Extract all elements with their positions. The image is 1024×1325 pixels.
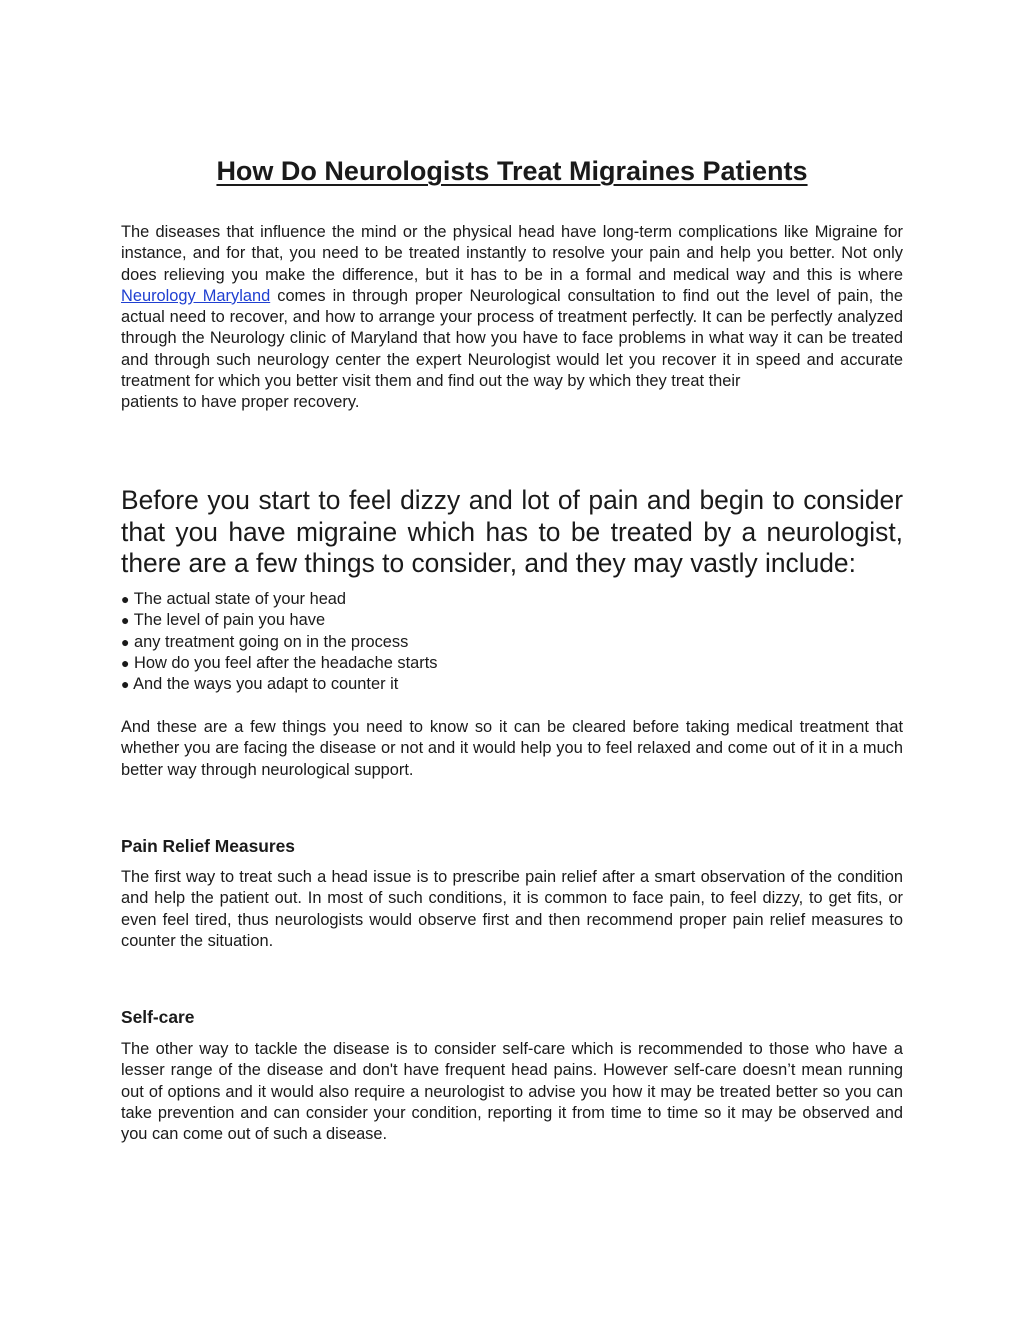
list-item — [121, 589, 437, 610]
bullet-icon: ● — [121, 612, 130, 629]
list-item — [121, 610, 437, 631]
pain-relief-heading: Pain Relief Measures — [121, 836, 295, 856]
lead-paragraph: Before you start to feel dizzy and lot of pain and begin to consider that you have migraine which has to be treated by a neurologist, there are a few things to consider, and they may vastly include: — [121, 485, 903, 578]
list-item — [121, 674, 437, 695]
pain-relief-paragraph: The first way to treat such a head issue is to prescribe pain relief after a smart observation of the condition and help the patient out. In most of such conditions, it is common to face pain, to feel dizzy, to get fits, or even feel tired, thus neurologists would observe first and then recommend proper pain relief measures to counter the situation. — [121, 868, 903, 950]
bullet-icon: ● — [121, 676, 130, 693]
intro-paragraph — [121, 222, 903, 414]
list-item-text: The actual state of your head — [133, 590, 347, 608]
list-item — [121, 653, 437, 674]
list-item — [121, 632, 437, 653]
self-care-paragraph: The other way to tackle the disease is to consider self-care which is recommended to those who have a lesser range of the disease and don't have frequent head pains. However self-care doesn’t mean running out of options and it would also require a neurologist to advise you how it may be treated better so you can take prevention and can consider your condition, reporting it from time to time so it may be observed and you can come out of such a disease. — [121, 1040, 903, 1144]
bullet-icon: ● — [121, 654, 130, 671]
self-care-heading: Self-care — [121, 1007, 195, 1027]
neurology-maryland-link[interactable]: Neurology Maryland — [121, 286, 271, 305]
after-list-paragraph: And these are a few things you need to know so it can be cleared before taking medical treatment that whether you are facing the disease or not and it would help you to feel relaxed and come out of it in a much better way through neurological support. — [121, 718, 903, 779]
intro-text-before-link: The diseases that influence the mind or the physical head have long-term complications like Migraine for instance, and for that, you need to be treated instantly to resolve your pain and help you better. Not only does relieving you make the difference, but it has to be in a formal and medical way and this is where — [121, 223, 903, 284]
bullet-icon: ● — [121, 591, 130, 607]
list-item-text: And the ways you adapt to counter it — [133, 675, 399, 694]
document-title: How Do Neurologists Treat Migraines Patients — [216, 156, 808, 186]
list-item-text: How do you feel after the headache starts — [134, 653, 438, 672]
list-item-text: The level of pain you have — [133, 611, 326, 630]
list-item-text: any treatment going on in the process — [134, 632, 409, 651]
bullet-icon: ● — [121, 633, 130, 650]
intro-last-line: patients to have proper recovery. — [121, 393, 360, 412]
intro-text-after-link: comes in through proper Neurological consultation to find out the level of pain, the actual need to recover, and how to arrange your process of treatment perfectly. It can be perfectly analyzed through the Neurology clinic of Maryland that how you have to face problems in what way it can be treated and through such neurology center the expert Neurologist would let you recover it in speed and accurate treatment for which you better visit them and find out the way by which they treat their — [121, 286, 903, 391]
considerations-list — [121, 589, 437, 695]
